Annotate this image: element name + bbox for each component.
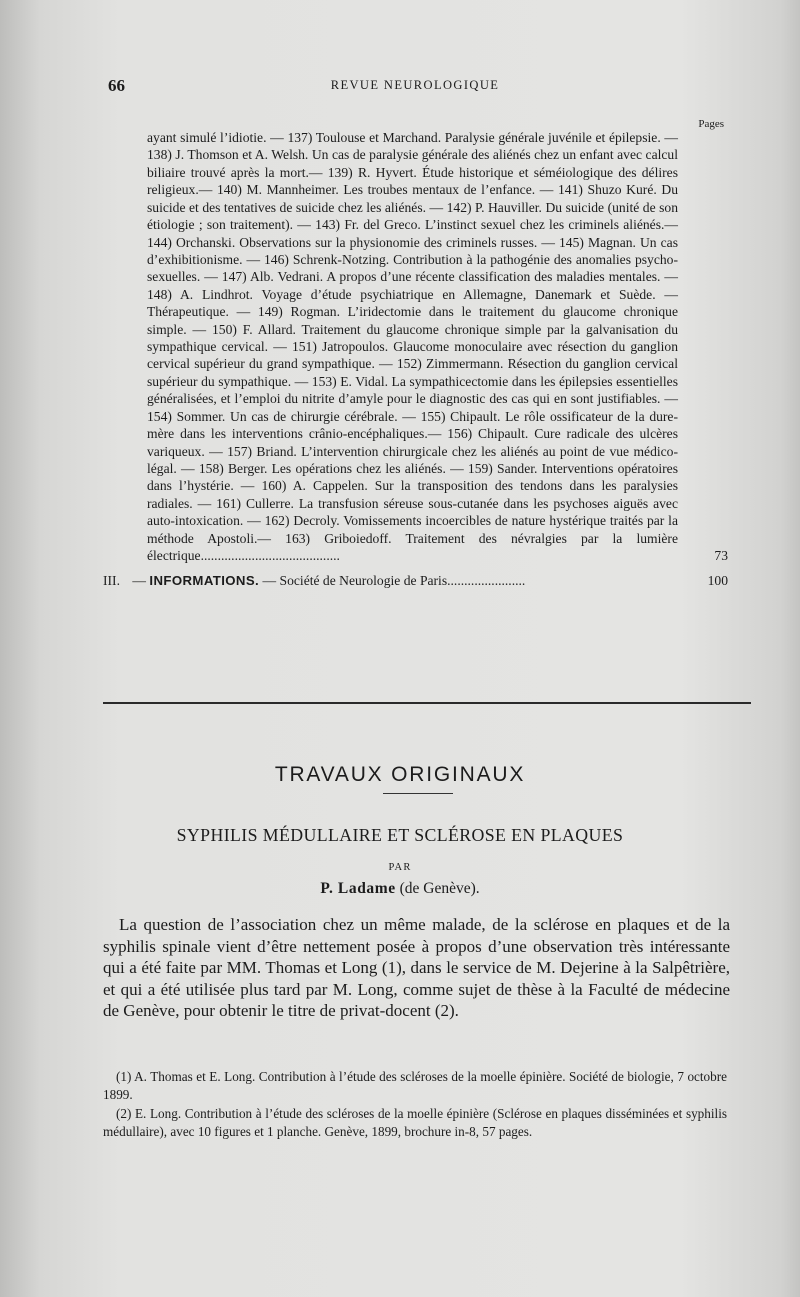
toc-info-text: — Société de Neurologie de Paris....................... [262, 572, 526, 588]
pages-column-label: Pages [698, 118, 724, 130]
toc-roman-numeral: III. [103, 572, 120, 588]
toc-info-page: 100 [707, 572, 728, 588]
footnote-1: (1) A. Thomas et E. Long. Contribution à l’étude des scléroses de la moelle épinière. Société de biologie, 7 octobre 1899. [103, 1069, 727, 1102]
body-paragraph: La question de l’association chez un même malade, de la sclérose en plaques et de la syphilis spinale vient d’être nettement posée à propos d’une observation très intéressante qui a été faite par MM. Thomas et Long (1), dans le service de M. Dejerine à la Salpêtrière, et qui a été utilisée plus tard par M. Long, comme sujet de thèse à la Faculté de médecine de Genève, pour obtenir le titre de privat-docent (2). [103, 915, 730, 1020]
toc-entry-page: 73 [714, 548, 728, 564]
footnotes [103, 1068, 727, 1142]
toc-entry [103, 129, 728, 565]
page-header [108, 76, 722, 98]
section-title: TRAVAUX ORIGINAUX [274, 763, 526, 786]
running-head: REVUE NEUROLOGIQUE [330, 78, 500, 92]
article-title: SYPHILIS MÉDULLAIRE ET SCLÉROSE EN PLAQUES [176, 825, 624, 845]
article-body [103, 914, 730, 1022]
page-number: 66 [108, 76, 125, 95]
toc-info-label: INFORMATIONS. [149, 572, 260, 588]
section-divider [103, 702, 751, 704]
toc-informations-row [103, 572, 728, 589]
toc-entry-text: ayant simulé l’idiotie. — 137) Toulouse et Marchand. Paralysie générale juvénile et épilepsie. — 138) J. Thomson et A. Welsh. Un cas de paralysie générale des aliénés chez un enfant avec calcul biliaire trouvé après la mort.— 139) R. Hyvert. Étude historique et séméiologique des délires religieux.— 140) M. Mannheimer. Les troubes mentaux de l’enfance. — 141) Shuzo Kuré. Du suicide et des tentatives de suicide chez les aliénés. — 142) P. Hauviller. Du suicide (unité de son étiologie ; son traitement). — 143) Fr. del Greco. L’instinct sexuel chez les criminels aliénés.— 144) Orchanski. Observations sur la physionomie des criminels russes. — 145) Magnan. Un cas d’exhibitionisme. — 146) Schrenk-Notzing. Contribution à la pathogénie des anomalies psycho-sexuelles. — 147) Alb. Vedrani. A propos d’une récente classification des maladies mentales. — 148) A. Lindhrot. Voyage d’étude psychiatrique en Allemagne, Danemark et Suède. — Thérapeutique. — 149) Rogman. L’iridectomie dans le traitement du glaucome chronique simple. — 150) F. Allard. Traitement du glaucome chronique simple par la galvanisation du sympathique cervical. — 151) Jatropoulos. Glaucome monoculaire avec résection du ganglion cervical supérieur du grand sympathique. — 152) Zimmermann. Résection du ganglion cervical supérieur du sympathique. — 153) E. Vidal. La sympathicectomie dans les épilepsies essentielles généralisées, et l’emploi du nitrite d’amyle pour le diagnostic des cas qui en sont justifiables. — 154) Sommer. Un cas de chirurgie cérébrale. — 155) Chipault. Le rôle ossificateur de la dure-mère dans les interventions crânio-encéphaliques.— 156) Chipault. Cure radicale des ulcères variqueux. — 157) Briand. L’intervention chirurgicale chez les aliénés au point de vue médico-légal. — 158) Berger. Les opérations chez les aliénés. — 159) Sander. Interventions opératoires dans l’hystérie. — 160) A. Cappelen. Sur la transposition des tendons dans les paralysies radiales. — 161) Cullerre. La transfusion séreuse sous-cutanée dans les psychoses aiguës avec auto-intoxication. — 162) Decroly. Vomissements incoercibles de nature hystérique traités par la méthode Apostoli.— 163) Griboiedoff. Traitement des névralgies par la lumière électrique......................................... [147, 130, 678, 564]
article-author [0, 880, 800, 898]
footnote-2: (2) E. Long. Contribution à l’étude des scléroses de la moelle épinière (Sclérose en plaques disséminées et syphilis médullaire), avec 10 figures et 1 planche. Genève, 1899, brochure in-8, 57 pages. [103, 1106, 727, 1139]
toc-info-dash: — [132, 572, 146, 588]
author-name: P. Ladame [320, 880, 396, 897]
table-of-contents [103, 129, 728, 589]
byline-par: PAR [388, 862, 412, 873]
author-place: (de Genève). [399, 880, 480, 897]
title-underline [383, 793, 453, 794]
